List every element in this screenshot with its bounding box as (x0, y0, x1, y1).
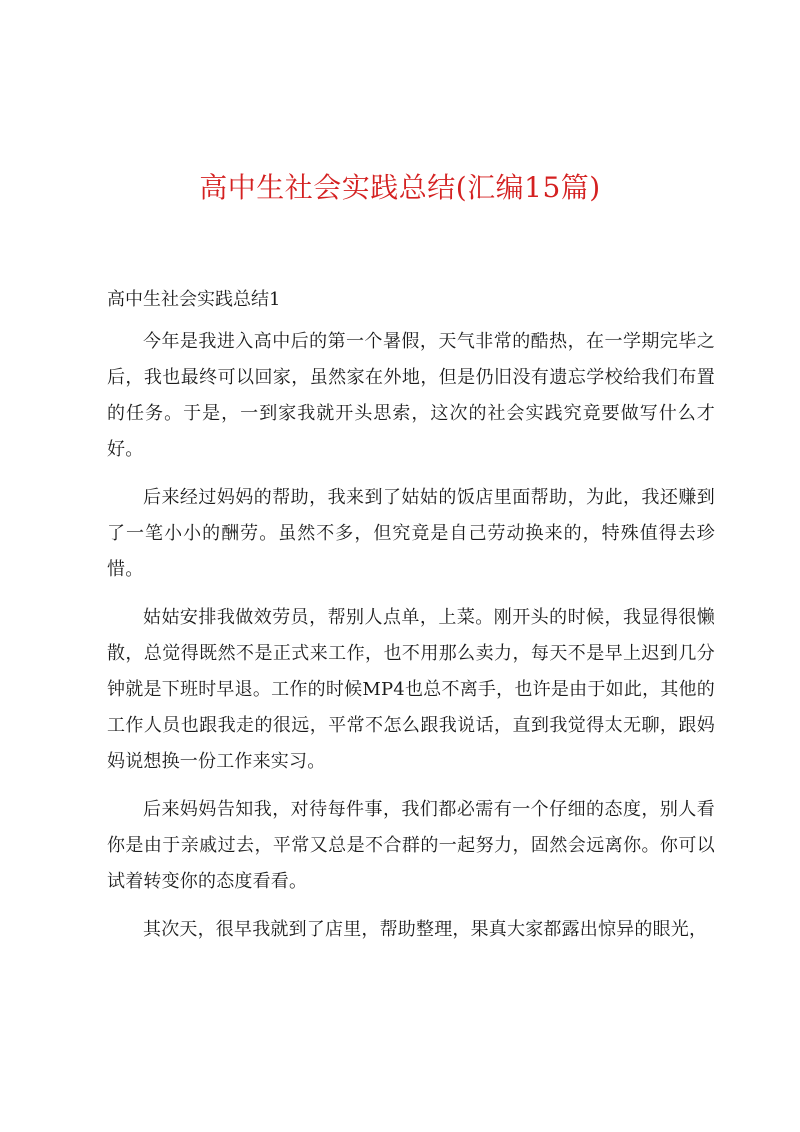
section-heading: 高中生社会实践总结1 (107, 289, 281, 310)
paragraph-3: 姑姑安排我做效劳员，帮别人点单，上菜。刚开头的时候，我显得很懒散，总觉得既然不是正式来工作，也不用那么卖力，每天不是早上迟到几分钟就是下班时早退。工作的时候MP4也总不离手，也许是由于如此，其他的工作人员也跟我走的很远，平常不怎么跟我说话，直到我觉得太无聊，跟妈妈说想换一份工作来实习。 (107, 607, 715, 772)
document-body (107, 324, 715, 960)
paragraph-1: 今年是我进入高中后的第一个暑假，天气非常的酷热，在一学期完毕之后，我也最终可以回家，虽然家在外地，但是仍旧没有遗忘学校给我们布置的任务。于是，一到家我就开头思索，这次的社会实践究竟要做写什么才好。 (107, 331, 715, 460)
paragraph-2: 后来经过妈妈的帮助，我来到了姑姑的饭店里面帮助，为此，我还赚到了一笔小小的酬劳。虽然不多，但究竟是自己劳动换来的，特殊值得去珍惜。 (107, 487, 715, 580)
document-title: 高中生社会实践总结(汇编15篇) (199, 171, 601, 204)
paragraph-5: 其次天，很早我就到了店里，帮助整理，果真大家都露出惊异的眼光， (143, 919, 708, 940)
paragraph-4: 后来妈妈告知我，对待每件事，我们都必需有一个仔细的态度，别人看你是由于亲戚过去，平常又总是不合群的一起努力，固然会远离你。你可以试着转变你的态度看看。 (107, 799, 715, 892)
